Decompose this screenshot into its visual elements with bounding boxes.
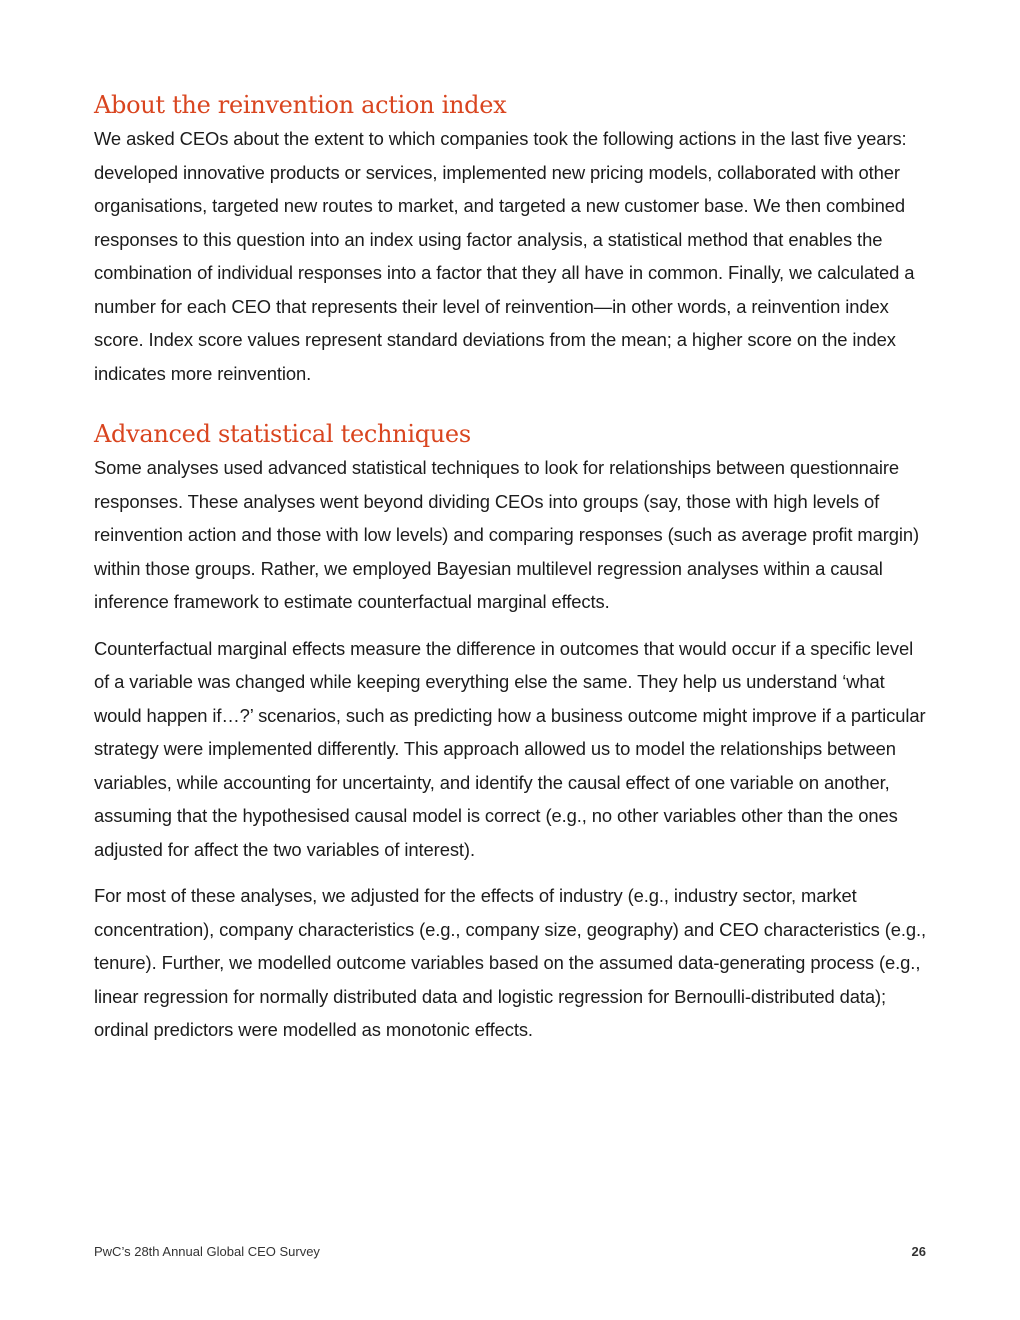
- section-heading: Advanced statistical techniques: [94, 420, 471, 448]
- section-statistical-techniques: [94, 417, 932, 1047]
- page-footer: [94, 1244, 926, 1264]
- section-reinvention-index: [94, 88, 932, 390]
- footer-title: PwC’s 28th Annual Global CEO Survey: [94, 1244, 320, 1259]
- paragraph: Counterfactual marginal effects measure the difference in outcomes that would occur if a specific level of a variable was changed while keeping everything else the same. They help us understand ‘what would happen if…?’ scenarios, such as predicting how a business outcome might improve if a particular strategy were implemented differently. This approach allowed us to model the relationships between variables, while accounting for uncertainty, and identify the causal effect of one variable on another, assuming that the hypothesised causal model is correct (e.g., no other variables other than the ones adjusted for affect the two variables of interest).: [94, 637, 926, 860]
- paragraph: For most of these analyses, we adjusted for the effects of industry (e.g., industry sector, market concentration), company characteristics (e.g., company size, geography) and CEO characteristics (e.g., tenure). Further, we modelled outcome variables based on the assumed data-generating process (e.g., linear regression for normally distributed data and logistic regression for Bernoulli-distributed data); ordinal predictors were modelled as monotonic effects.: [94, 885, 927, 1040]
- section-heading: About the reinvention action index: [94, 91, 507, 119]
- paragraph: Some analyses used advanced statistical techniques to look for relationships between questionnaire responses. These analyses went beyond dividing CEOs into groups (say, those with high levels of reinvention action and those with low levels) and comparing responses (such as average profit margin) within those groups. Rather, we employed Bayesian multilevel regression analyses within a causal inference framework to estimate counterfactual marginal effects.: [94, 457, 920, 612]
- page-number: 26: [911, 1244, 926, 1259]
- page-content: [94, 88, 932, 1047]
- paragraph: We asked CEOs about the extent to which companies took the following actions in the last five years: developed innovative products or services, implemented new pricing models, collaborated with other organisations, targeted new routes to market, and targeted a new customer base. We then combined responses to this question into an index using factor analysis, a statistical method that enables the combination of individual responses into a factor that they all have in common. Finally, we calculated a number for each CEO that represents their level of reinvention—in other words, a reinvention index score. Index score values represent standard deviations from the mean; a higher score on the index indicates more reinvention.: [94, 128, 915, 384]
